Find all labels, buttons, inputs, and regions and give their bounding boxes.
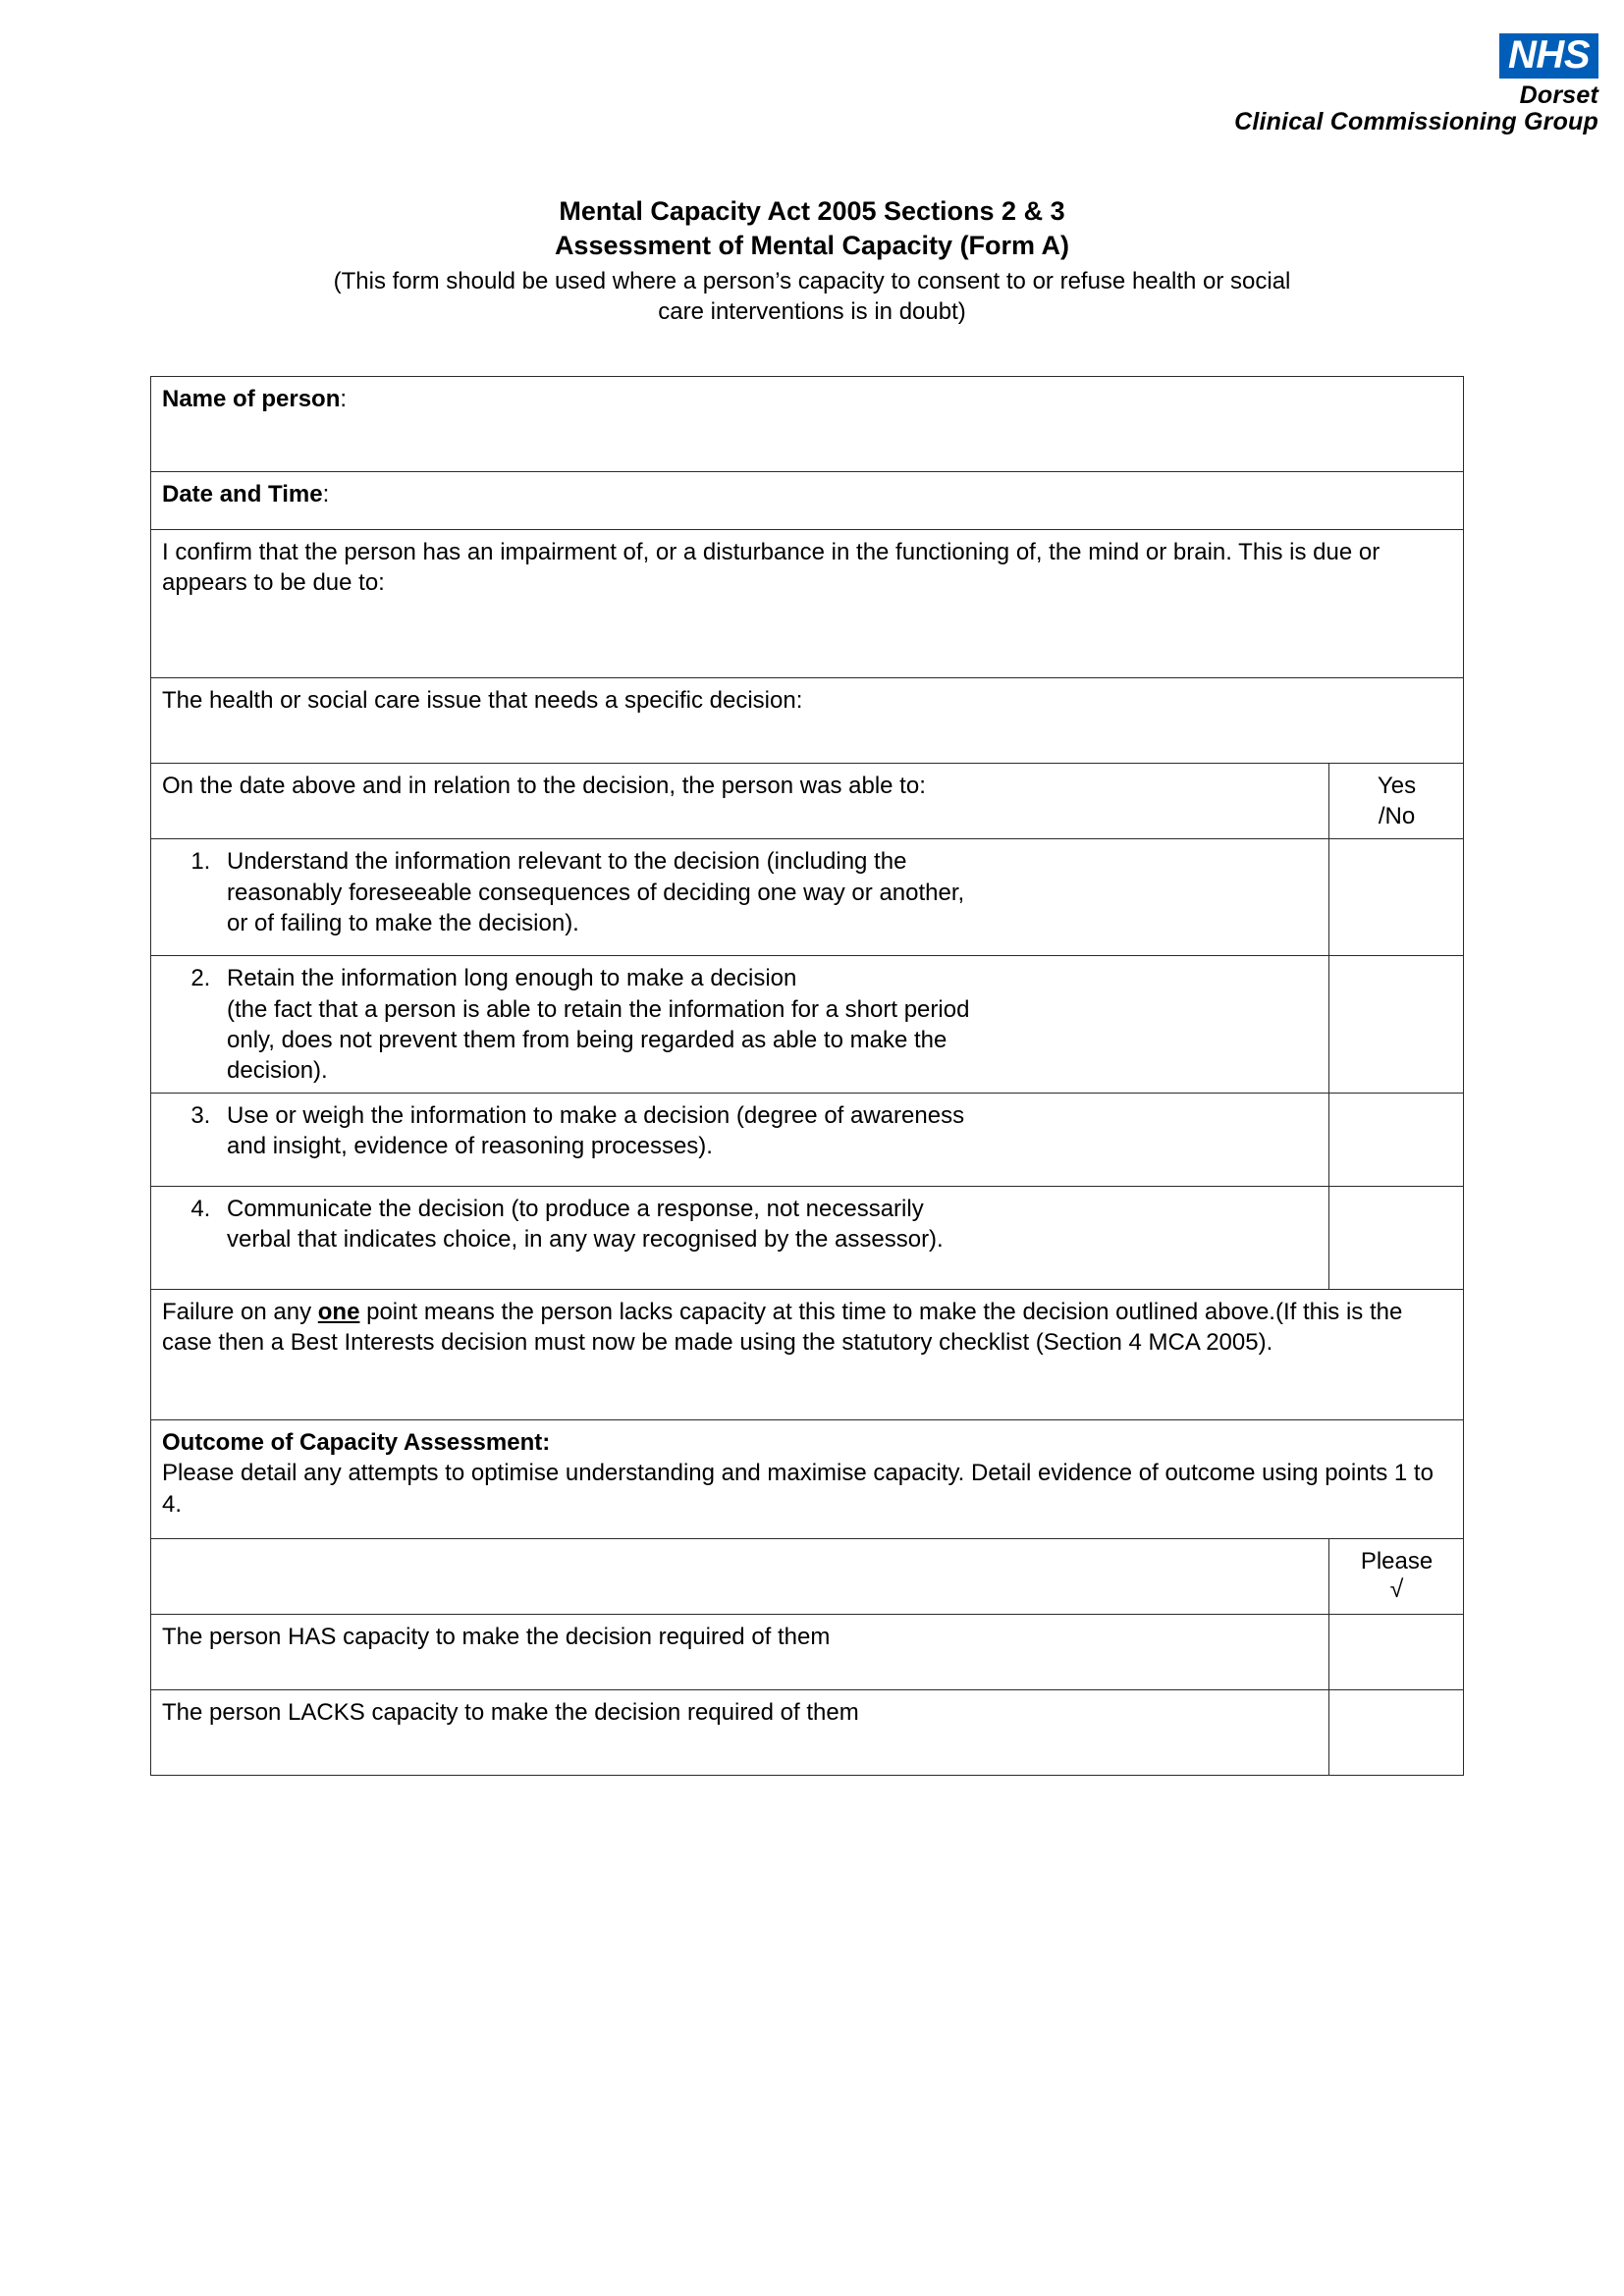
criterion-1-cell	[151, 839, 1329, 956]
document-title-line-1: Mental Capacity Act 2005 Sections 2 & 3	[559, 196, 1065, 226]
impairment-statement-text: I confirm that the person has an impairment of, or a disturbance in the functioning of, the mind or brain. This is due or appears to be due to:	[162, 539, 1380, 597]
table-row-failure-note	[151, 1290, 1464, 1420]
table-row-criterion-1	[151, 839, 1464, 956]
criterion-3-line-1: 3. Use or weigh the information to make a decision (degree of awareness	[227, 1102, 965, 1130]
outcome-instruction-text: Please detail any attempts to optimise understanding and maximise capacity. Detail evidence of outcome using points 1 to 4.	[162, 1460, 1434, 1518]
has-capacity-text: The person HAS capacity to make the decision required of them	[162, 1624, 831, 1651]
decision-issue-field[interactable]	[151, 678, 1464, 764]
please-tick-label: Please	[1360, 1548, 1434, 1575]
document-title-block	[0, 194, 1624, 328]
date-and-time-field[interactable]	[151, 472, 1464, 530]
list-item	[217, 963, 1319, 1086]
criterion-1-list	[162, 846, 1319, 938]
outcome-cell[interactable]	[151, 1420, 1464, 1539]
criterion-2-cell	[151, 956, 1329, 1094]
mental-capacity-form-table	[150, 376, 1464, 1776]
criterion-2-line-1: 2. Retain the information long enough to make a decision	[227, 965, 797, 992]
table-row-outcome	[151, 1420, 1464, 1539]
criterion-2-list	[162, 963, 1319, 1086]
table-row-has-capacity	[151, 1615, 1464, 1690]
document-subtitle	[0, 267, 1624, 327]
criterion-2-line-3: only, does not prevent them from being regarded as able to make the	[227, 1026, 947, 1053]
table-row-lacks-capacity	[151, 1690, 1464, 1776]
decision-issue-text: The health or social care issue that needs a specific decision:	[162, 687, 803, 714]
tick-icon: √	[1389, 1575, 1404, 1604]
criterion-4-list	[162, 1194, 1319, 1255]
failure-note-cell	[151, 1290, 1464, 1420]
yes-no-column-header	[1329, 764, 1464, 839]
criterion-4-cell	[151, 1187, 1329, 1290]
logo-organisation-name: Clinical Commissioning Group	[1234, 108, 1598, 136]
criterion-1-line-1: 1. Understand the information relevant to the decision (including the	[227, 848, 907, 876]
criteria-header-cell	[151, 764, 1329, 839]
list-item	[217, 846, 1319, 938]
nhs-logo-mark: NHS	[1499, 33, 1598, 79]
criterion-3-yesno-input[interactable]	[1329, 1094, 1464, 1187]
please-tick-header-blank-cell	[151, 1539, 1329, 1615]
failure-note-part-2: point means the person lacks capacity at this time to make the decision outlined above.(If this is the case then a Best Interests decision must now be made using the statutory checklist (Section 4 MCA 2005).	[162, 1299, 1403, 1357]
failure-note-emphasis: one	[317, 1299, 360, 1326]
lacks-capacity-tick-box[interactable]	[1329, 1690, 1464, 1776]
criterion-2-line-4: decision).	[227, 1056, 328, 1084]
yes-no-header-line-2: /No	[1378, 803, 1416, 830]
criterion-1-yesno-input[interactable]	[1329, 839, 1464, 956]
nhs-dorset-ccg-logo	[1234, 33, 1598, 135]
lacks-capacity-label-cell	[151, 1690, 1329, 1776]
failure-note-part-1: Failure on any	[162, 1299, 318, 1326]
table-row-criterion-2	[151, 956, 1464, 1094]
criterion-3-list	[162, 1100, 1319, 1161]
has-capacity-tick-box[interactable]	[1329, 1615, 1464, 1690]
document-subtitle-line-1: (This form should be used where a person’s capacity to consent to or refuse health or social	[333, 268, 1291, 295]
please-tick-column-header	[1329, 1539, 1464, 1615]
yes-no-header-line-1: Yes	[1377, 773, 1417, 799]
outcome-heading: Outcome of Capacity Assessment:	[162, 1429, 551, 1457]
table-row-criterion-3	[151, 1094, 1464, 1187]
table-row-impairment	[151, 530, 1464, 678]
logo-organisation-region: Dorset	[1519, 81, 1598, 109]
criterion-1-line-2: reasonably foreseeable consequences of deciding one way or another,	[227, 879, 965, 906]
criteria-header-text: On the date above and in relation to the decision, the person was able to:	[162, 773, 926, 799]
table-row-date-and-time	[151, 472, 1464, 530]
name-of-person-label: Name of person	[162, 386, 341, 412]
criterion-2-yesno-input[interactable]	[1329, 956, 1464, 1094]
table-row-criteria-header	[151, 764, 1464, 839]
document-subtitle-line-2: care interventions is in doubt)	[658, 297, 966, 325]
lacks-capacity-text: The person LACKS capacity to make the decision required of them	[162, 1699, 859, 1727]
criterion-4-line-1: 4. Communicate the decision (to produce a response, not necessarily	[227, 1196, 924, 1223]
criterion-4-yesno-input[interactable]	[1329, 1187, 1464, 1290]
criterion-1-line-3: or of failing to make the decision).	[227, 909, 579, 936]
criterion-3-cell	[151, 1094, 1329, 1187]
criterion-4-line-2: verbal that indicates choice, in any way recognised by the assessor).	[227, 1226, 944, 1254]
name-of-person-colon: :	[340, 386, 348, 412]
table-row-decision-issue	[151, 678, 1464, 764]
table-row-criterion-4	[151, 1187, 1464, 1290]
table-row-name-of-person	[151, 377, 1464, 472]
document-title-line-2: Assessment of Mental Capacity (Form A)	[554, 231, 1070, 261]
criterion-2-line-2: (the fact that a person is able to retain the information for a short period	[227, 995, 970, 1023]
impairment-statement-field[interactable]	[151, 530, 1464, 678]
list-item	[217, 1100, 1319, 1161]
date-and-time-colon: :	[322, 481, 330, 507]
name-of-person-field[interactable]	[151, 377, 1464, 472]
criterion-3-line-2: and insight, evidence of reasoning processes).	[227, 1133, 713, 1160]
table-row-please-tick-header	[151, 1539, 1464, 1615]
date-and-time-label: Date and Time	[162, 481, 323, 507]
list-item	[217, 1194, 1319, 1255]
has-capacity-label-cell	[151, 1615, 1329, 1690]
